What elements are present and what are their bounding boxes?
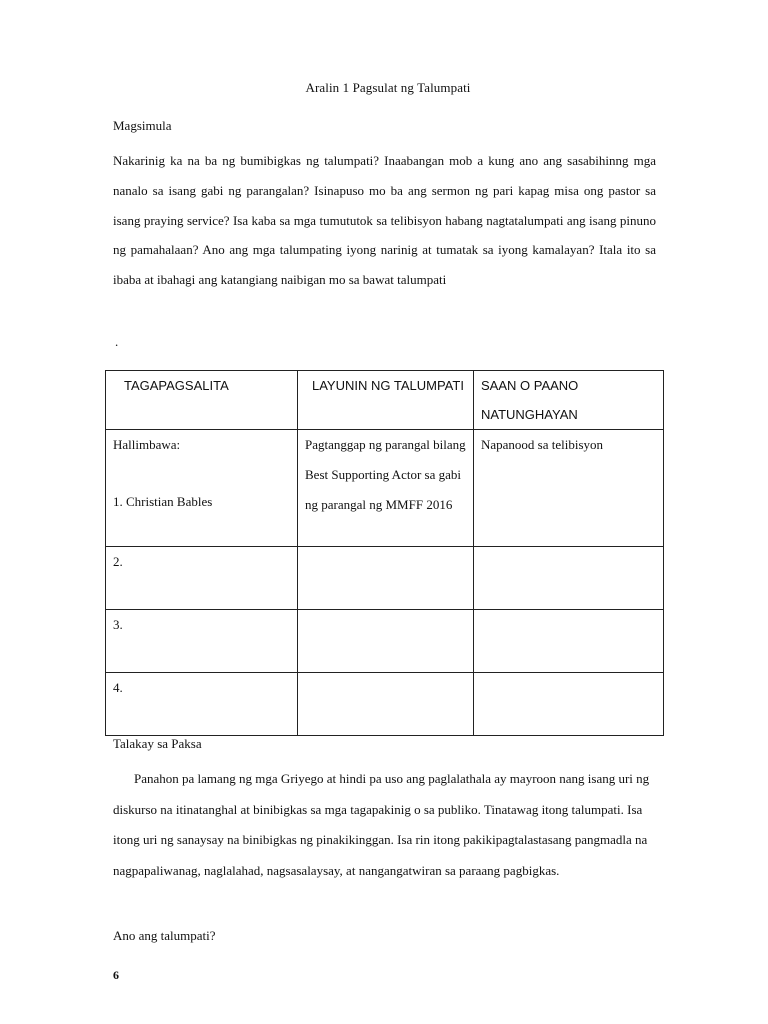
- example-speaker-cell: [106, 430, 298, 547]
- empty-cell: [298, 547, 474, 610]
- lesson-title: Aralin 1 Pagsulat ng Talumpati: [305, 80, 471, 95]
- row-number: 2.: [106, 547, 298, 610]
- body-paragraph: Panahon pa lamang ng mga Griyego at hindi pa uso ang paglalathala ay mayroon nang isang uri ng diskurso na itinatanghal at binibigkas sa mga tagapakinig o sa publiko. Tinatawag itong talumpati. Isa itong uri ng sanaysay na binibigkas ng pinakikinggan. Isa rin itong pakikipagtalastasang pangmadla na nagpapaliwanag, naglalahad, nagsasalaysay, at nangangatwiran sa paraang pagbigkas.: [113, 771, 650, 878]
- empty-cell: [474, 547, 664, 610]
- table-header-row: [106, 371, 664, 430]
- row-number: 3.: [106, 610, 298, 673]
- header-purpose: LAYUNIN NG TALUMPATI: [298, 371, 474, 430]
- example-where: Napanood sa telibisyon: [474, 430, 664, 547]
- table-row: [106, 547, 664, 610]
- table-row-example: [106, 430, 664, 547]
- section-heading-talakay: Talakay sa Paksa: [113, 736, 202, 751]
- header-speaker: TAGAPAGSALITA: [106, 371, 298, 430]
- example-label: Hallimbawa:: [113, 437, 181, 452]
- section-heading-magsimula: Magsimula: [113, 118, 172, 133]
- empty-cell: [474, 673, 664, 736]
- empty-cell: [474, 610, 664, 673]
- stray-period: .: [115, 334, 119, 349]
- table-row: [106, 610, 664, 673]
- question-text: Ano ang talumpati?: [113, 928, 216, 943]
- page-number: 6: [113, 968, 119, 982]
- table-row: [106, 673, 664, 736]
- example-purpose: Pagtanggap ng parangal bilang Best Supporting Actor sa gabi ng parangal ng MMFF 2016: [298, 430, 474, 547]
- row-number: 4.: [106, 673, 298, 736]
- example-speaker: 1. Christian Bables: [113, 494, 213, 509]
- speech-table: [105, 370, 664, 736]
- intro-paragraph: Nakarinig ka na ba ng bumibigkas ng talumpati? Inaabangan mob a kung ano ang sasabihinng mga nanalo sa isang gabi ng parangalan? Isinapuso mo ba ang sermon ng pari kapag misa ong pastor sa isang praying service? Isa kaba sa mga tumututok sa telibisyon habang nagtatalumpati ang isang pinuno ng pamahalaan? Ano ang mga talumpating iyong narinig at tumatak sa iyong kamalayan? Itala ito sa ibaba at ibahagi ang katangiang naibigan mo sa bawat talumpati: [113, 153, 656, 288]
- empty-cell: [298, 610, 474, 673]
- header-where: SAAN O PAANO NATUNGHAYAN: [474, 371, 664, 430]
- empty-cell: [298, 673, 474, 736]
